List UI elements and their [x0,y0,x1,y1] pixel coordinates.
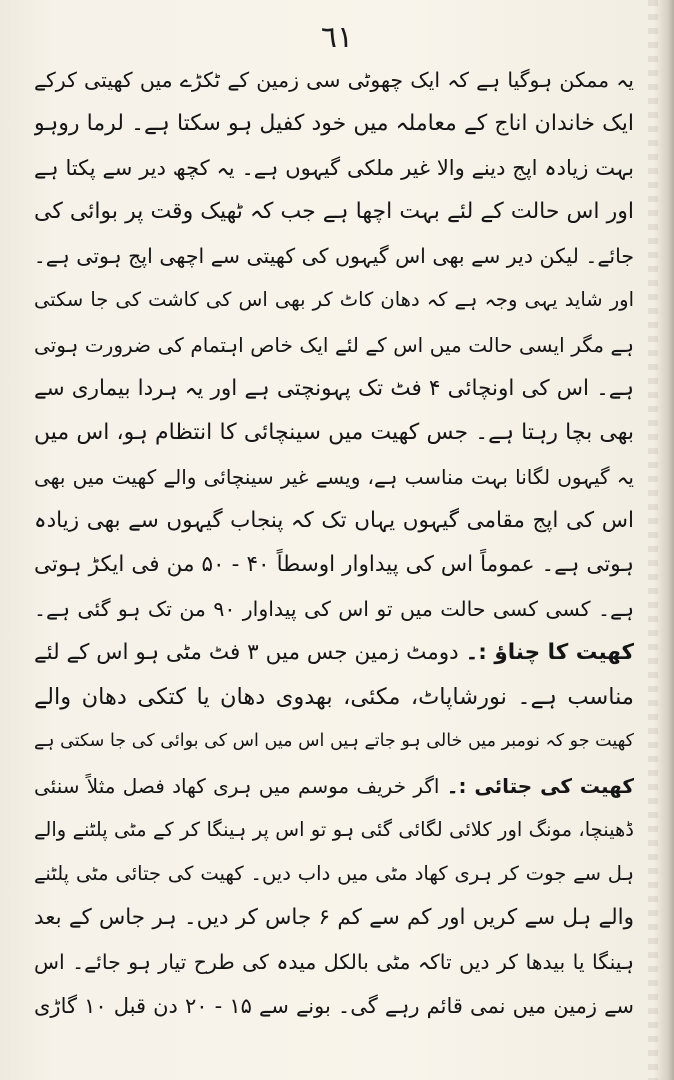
text-line: بھی بچا رہتا ہے۔ جس کھیت میں سینچائی کا انتظام ہو، اس میں [34,419,634,445]
page-number: ٦١ [320,20,354,55]
text-line: ہے۔ کسی کسی حالت میں تو اس کی پیداوار ۹۰ من تک ہو گئی ہے۔ [34,597,634,622]
text-line: ہے مگر ایسی حالت میں اس کے لئے ایک خاص اہتمام کی ضرورت ہوتی [34,332,634,357]
text-line: یہ گیہوں لگانا بہت مناسب ہے، ویسے غیر سینچائی والے کھیت میں بھی [34,464,634,489]
body-text [34,58,634,1028]
text-line: ہل سے جوت کر ہری کھاد مٹی میں داب دیں۔ کھیت کی جتائی مٹی پلٹنے [34,861,634,885]
text-line: مناسب ہے۔ نورشاپاٹ، مکئی، بھدوی دھان یا کتکی دھان والے [34,684,634,711]
text-line: یہ ممکن ہوگیا ہے کہ ایک چھوٹی سی زمین کے ٹکڑے میں کھیتی کرکے [34,68,634,92]
text-line: کھیت کا چناؤ :۔ دومٹ زمین جس میں ۳ فٹ مٹی ہو اس کے لئے [34,640,634,666]
text-line: والے ہل سے کریں اور کم سے کم ۶ جاس کر دیں۔ ہر جاس کے بعد [34,904,634,930]
text-line: ہے۔ اس کی اونچائی ۴ فٹ تک پہونچتی ہے اور یہ ہردا بیماری سے [34,375,634,401]
text-line: ایک خاندان اناج کے معاملہ میں خود کفیل ہو سکتا ہے۔ لرما روہو [34,111,634,137]
text-line: اور شاید یہی وجہ ہے کہ دھان کاٹ کر بھی اس کی کاشت کی جا سکتی [34,288,634,312]
text-line: کھیت جو کہ نومبر میں خالی ہو جاتے ہیں اس میں اس کی بوائی کی جا سکتی ہے [34,731,634,752]
text-line: ہینگا یا بیدھا کر دیں تاکہ مٹی بالکل میدہ کی طرح تیار ہو جائے۔ اس [34,949,634,974]
text-line: ڈھینچا، مونگ اور کلائی لگائی گئی ہو تو اس پر ہینگا کر کے مٹی پلٹنے والے [34,817,634,841]
text-line: سے زمین میں نمی قائم رہے گی۔ بونے سے ۱۵ - ۲۰ دن قبل ۱۰ گاڑی [34,993,634,1018]
text-line: ہوتی ہے۔ عموماً اس کی پیداوار اوسطاً ۴۰ - ۵۰ من فی ایکڑ ہوتی [34,552,634,578]
section-heading-ploughing: کھیت کی جتائی :۔ [446,773,634,798]
section-heading-field-selection: کھیت کا چناؤ :۔ [465,640,634,666]
text-line: اور اس حالت کے لئے بہت اچھا ہے جب کہ ٹھیک وقت پر بوائی کی [34,199,634,225]
text-line: اس کی اپج مقامی گیہوں یہاں تک کہ پنجاب گیہوں سے بھی زیادہ [34,507,634,533]
text-line: کھیت کی جتائی :۔ اگر خریف موسم میں ہری کھاد فصل مثلاً سنئی [34,773,634,798]
text-line: جائے۔ لیکن دیر سے بھی اس گیہوں کی کھیتی سے اچھی اپج ہوتی ہے۔ [34,244,634,269]
page-edge-shadow [654,0,674,1080]
text-line: بہت زیادہ اپج دینے والا غیر ملکی گیہوں ہے۔ یہ کچھ دیر سے پکتا ہے [34,156,634,181]
